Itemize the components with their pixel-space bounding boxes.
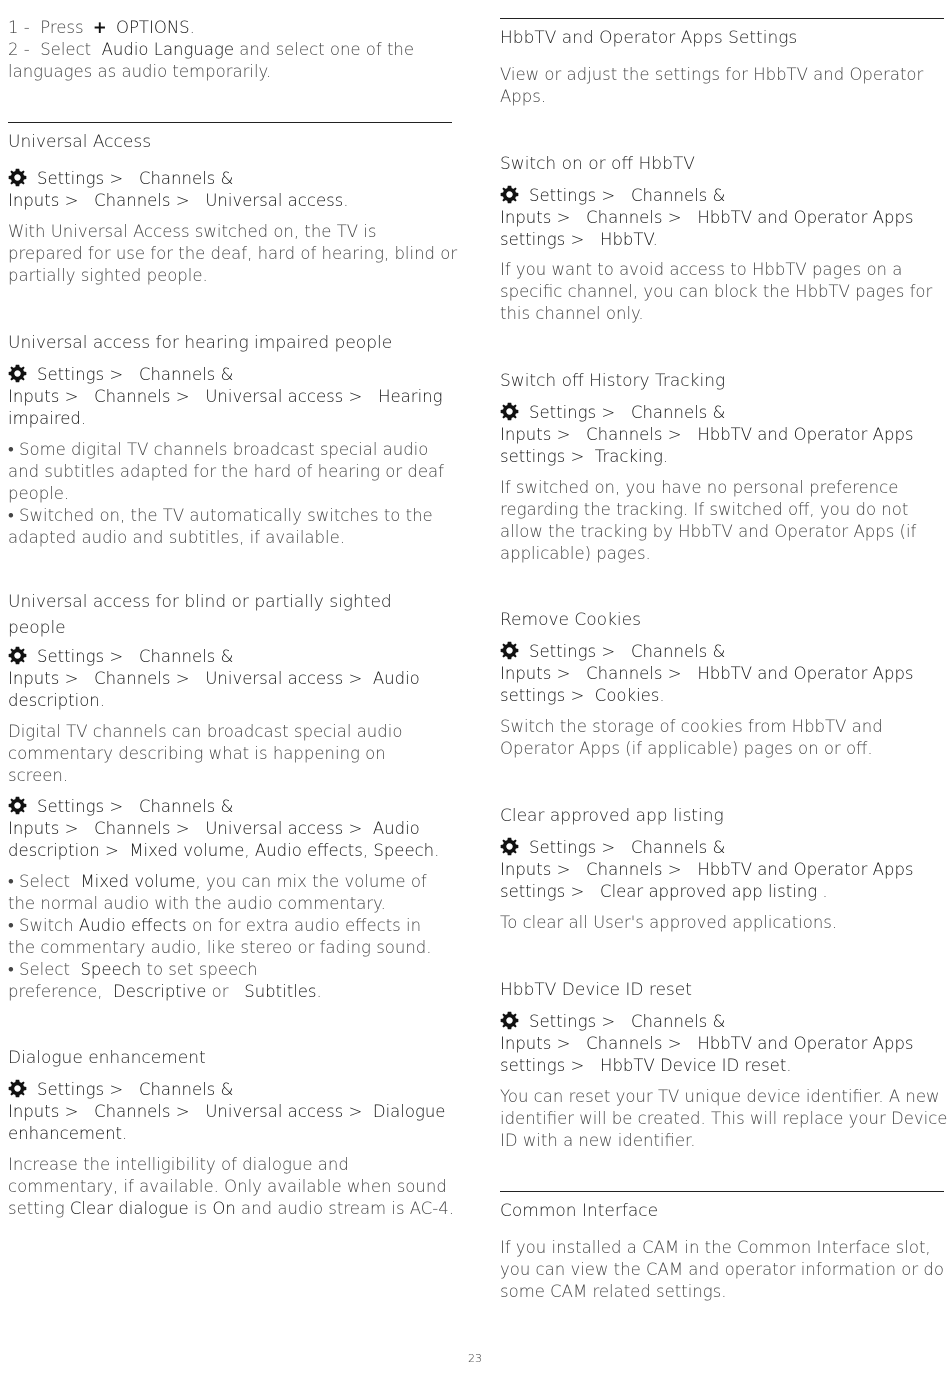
section-title-switch-hbbtv: Switch on or off HbbTV bbox=[500, 154, 695, 174]
paragraph: If switched on, you have no personal preference regarding the tracking. If switched off, you do not allow the tracking by HbbTV and Operator Apps (if applicable) pages. bbox=[500, 478, 917, 563]
breadcrumb: Settings > Channels & Inputs > Channels > Universal access. bbox=[8, 169, 349, 210]
gear-icon bbox=[500, 185, 519, 204]
paragraph: • Some digital TV channels broadcast special audio and subtitles adapted for the hard of hearing or deaf people. • Switched on, the TV automatically switches to the adapted audio and subtitles, if available. bbox=[8, 440, 444, 547]
breadcrumb: Settings > Channels & Inputs > Channels > Universal access > Hearing impaired. bbox=[8, 365, 443, 428]
section-title-history-tracking: Switch off History Tracking bbox=[500, 371, 726, 391]
section-title-hearing: Universal access for hearing impaired people bbox=[8, 333, 393, 353]
gear-icon bbox=[8, 168, 27, 187]
gear-icon bbox=[500, 641, 519, 660]
paragraph: Switch the storage of cookies from HbbTV and Operator Apps (if applicable) pages on or off. bbox=[500, 717, 883, 758]
gear-icon bbox=[8, 646, 27, 665]
paragraph: With Universal Access switched on, the TV is prepared for use for the deaf, hard of hearing, blind or partially sighted people. bbox=[8, 222, 458, 285]
gear-icon bbox=[8, 1079, 27, 1098]
section-title-clear-app-listing: Clear approved app listing bbox=[500, 806, 724, 826]
section-title-hbbtv-settings: HbbTV and Operator Apps Settings bbox=[500, 28, 798, 48]
paragraph: If you want to avoid access to HbbTV pages on a specific channel, you can block the HbbTV pages for this channel only. bbox=[500, 260, 933, 323]
divider bbox=[8, 122, 452, 123]
section-title-universal-access: Universal Access bbox=[8, 132, 152, 152]
breadcrumb: Settings > Channels & Inputs > Channels > HbbTV and Operator Apps settings > HbbTV Device ID reset. bbox=[500, 1012, 914, 1075]
gear-icon bbox=[500, 402, 519, 421]
section-title-dialogue: Dialogue enhancement bbox=[8, 1048, 206, 1068]
divider bbox=[500, 18, 944, 19]
paragraph: If you installed a CAM in the Common Interface slot, you can view the CAM and operator information or do some CAM related settings. bbox=[500, 1238, 944, 1301]
breadcrumb: Settings > Channels & Inputs > Channels > HbbTV and Operator Apps settings > Cookies. bbox=[500, 642, 914, 705]
paragraph: Digital TV channels can broadcast special audio commentary describing what is happening on screen. bbox=[8, 722, 403, 785]
paragraph: You can reset your TV unique device identifier. A new identifier will be created. This will replace your Device ID with a new identifier. bbox=[500, 1087, 948, 1150]
gear-icon bbox=[500, 1011, 519, 1030]
section-title-common-interface: Common Interface bbox=[500, 1201, 659, 1221]
breadcrumb: Settings > Channels & Inputs > Channels > Universal access > Audio description > Mixed volume, Audio effects, Speech. bbox=[8, 797, 440, 860]
breadcrumb: Settings > Channels & Inputs > Channels > HbbTV and Operator Apps settings > HbbTV. bbox=[500, 186, 914, 249]
breadcrumb: Settings > Channels & Inputs > Channels > HbbTV and Operator Apps settings > Clear approved app listing . bbox=[500, 838, 914, 901]
section-title-remove-cookies: Remove Cookies bbox=[500, 610, 641, 630]
section-title-device-id-reset: HbbTV Device ID reset bbox=[500, 980, 692, 1000]
paragraph: Increase the intelligibility of dialogue and commentary, if available. Only available when sound setting Clear dialogue is On and audio stream is AC-4. bbox=[8, 1155, 455, 1218]
section-title-blind: Universal access for blind or partially sighted people bbox=[8, 592, 392, 638]
breadcrumb: Settings > Channels & Inputs > Channels > HbbTV and Operator Apps settings > Tracking. bbox=[500, 403, 914, 466]
gear-icon bbox=[500, 837, 519, 856]
paragraph: • Select Mixed volume, you can mix the volume of the normal audio with the audio commentary. • Switch Audio effects on for extra audio effects in the commentary audio, like stereo or fading sound. • Select Speech to set speech preference, Descriptive or Subtitles. bbox=[8, 872, 432, 1001]
breadcrumb: Settings > Channels & Inputs > Channels > Universal access > Dialogue enhancement. bbox=[8, 1080, 446, 1143]
plus-icon: + bbox=[92, 18, 107, 37]
paragraph: To clear all User's approved applications. bbox=[500, 913, 838, 932]
divider bbox=[500, 1191, 944, 1192]
top-steps: 1 - Press + OPTIONS. 2 - Select Audio Language and select one of the languages as audio temporarily. bbox=[8, 18, 415, 81]
page-number: 23 bbox=[468, 1352, 482, 1365]
gear-icon bbox=[8, 796, 27, 815]
paragraph: View or adjust the settings for HbbTV and Operator Apps. bbox=[500, 65, 924, 106]
gear-icon bbox=[8, 364, 27, 383]
breadcrumb: Settings > Channels & Inputs > Channels > Universal access > Audio description. bbox=[8, 647, 420, 710]
